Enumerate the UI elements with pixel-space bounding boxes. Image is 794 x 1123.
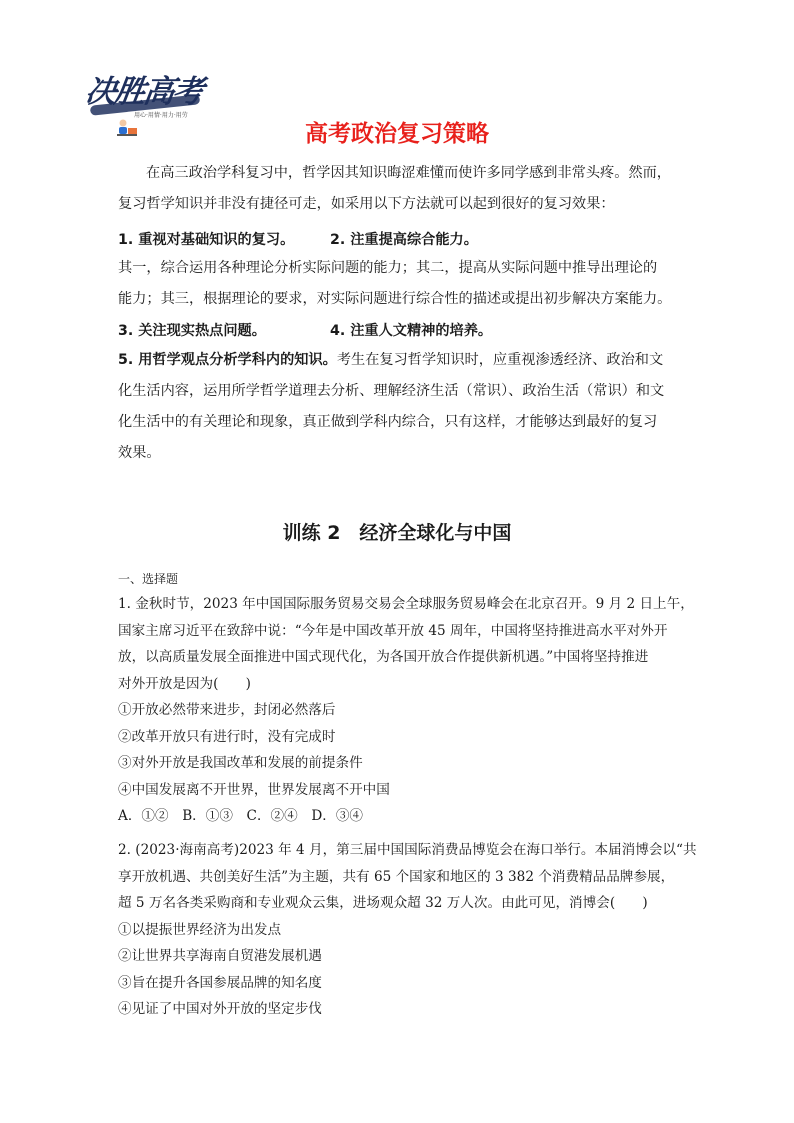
question-1	[118, 591, 694, 830]
detail-line: 效果。	[118, 445, 161, 461]
page-title: 高考政治复习策略	[305, 121, 489, 147]
question-line: 2. (2023·海南高考)2023 年 4 月，第三届中国国际消费品博览会在海口举行。本届消博会以“共	[118, 842, 697, 858]
detail-line: 化生活内容，运用所学哲学道理去分析、理解经济生活（常识）、政治生活（常识）和文	[118, 383, 665, 399]
question-line: 享开放机遇、共创美好生活”为主题，共有 65 个国家和地区的 3 382 个消费精品品牌参展，	[118, 868, 675, 885]
detail-line: 其一，综合运用各种理论分析实际问题的能力；其二，提高从实际问题中推导出理论的	[118, 260, 658, 276]
intro-paragraph	[118, 158, 684, 220]
logo-text: 决胜高考	[82, 74, 205, 110]
question-line: 对外开放是因为( )	[118, 675, 251, 692]
option-item: ③对外开放是我国改革和发展的前提条件	[118, 755, 363, 771]
question-line: 超 5 万名各类采购商和专业观众云集，进场观众超 32 万人次。由此可见，消博会( )	[118, 895, 648, 911]
intro-line: 在高三政治学科复习中，哲学因其知识晦涩难懂而使许多同学感到非常头疼。然而，	[146, 165, 671, 181]
method-4: 4. 注重人文精神的培养。	[330, 323, 493, 339]
question-line: 国家主席习近平在致辞中说：“今年是中国改革开放 45 周年，中国将坚持推进高水平对外开	[118, 622, 668, 639]
section-label: 一、选择题	[118, 572, 179, 586]
method-2-detail	[118, 253, 684, 315]
answer-choices: A．①② B．①③ C．②④ D．③④	[118, 808, 364, 824]
method-1: 1. 重视对基础知识的复习。	[118, 232, 295, 248]
option-item: ②改革开放只有进行时，没有完成时	[118, 728, 336, 745]
option-item: ④中国发展离不开世界，世界发展离不开中国	[118, 781, 390, 798]
question-2	[118, 837, 697, 1023]
method-3: 3. 关注现实热点问题。	[118, 323, 266, 339]
method-5: 5. 用哲学观点分析学科内的知识。	[118, 352, 337, 368]
method-row	[118, 320, 493, 340]
question-line: 1. 金秋时节，2023 年中国国际服务贸易交易会全球服务贸易峰会在北京召开。9 月 2 日上午，	[118, 596, 694, 612]
method-2: 2. 注重提高综合能力。	[330, 232, 478, 248]
method-row	[118, 229, 478, 249]
question-line: 放，以高质量发展全面推进中国式现代化，为各国开放合作提供新机遇。”中国将坚持推进	[118, 649, 649, 665]
option-item: ①开放必然带来进步，封闭必然落后	[118, 702, 336, 718]
option-item: ③旨在提升各国参展品牌的知名度	[118, 974, 322, 991]
detail-line: 化生活中的有关理论和现象，真正做到学科内综合，只有这样，才能够达到最好的复习	[118, 414, 658, 430]
intro-line: 复习哲学知识并非没有捷径可走，如采用以下方法就可以起到很好的复习效果：	[118, 196, 615, 212]
method-5-paragraph	[118, 345, 684, 469]
option-item: ②让世界共享海南自贸港发展机遇	[118, 948, 322, 964]
option-item: ①以提振世界经济为出发点	[118, 921, 282, 938]
detail-line: 能力；其三，根据理论的要求，对实际问题进行综合性的描述或提出初步解决方案能力。	[118, 291, 672, 307]
detail-line: 考生在复习哲学知识时，应重视渗透经济、政治和文	[336, 352, 664, 368]
option-item: ④见证了中国对外开放的坚定步伐	[118, 1001, 322, 1017]
logo-subtext: 用心·用情·用力·用劳	[134, 112, 188, 119]
section-title: 训练 2 经济全球化与中国	[282, 522, 512, 544]
